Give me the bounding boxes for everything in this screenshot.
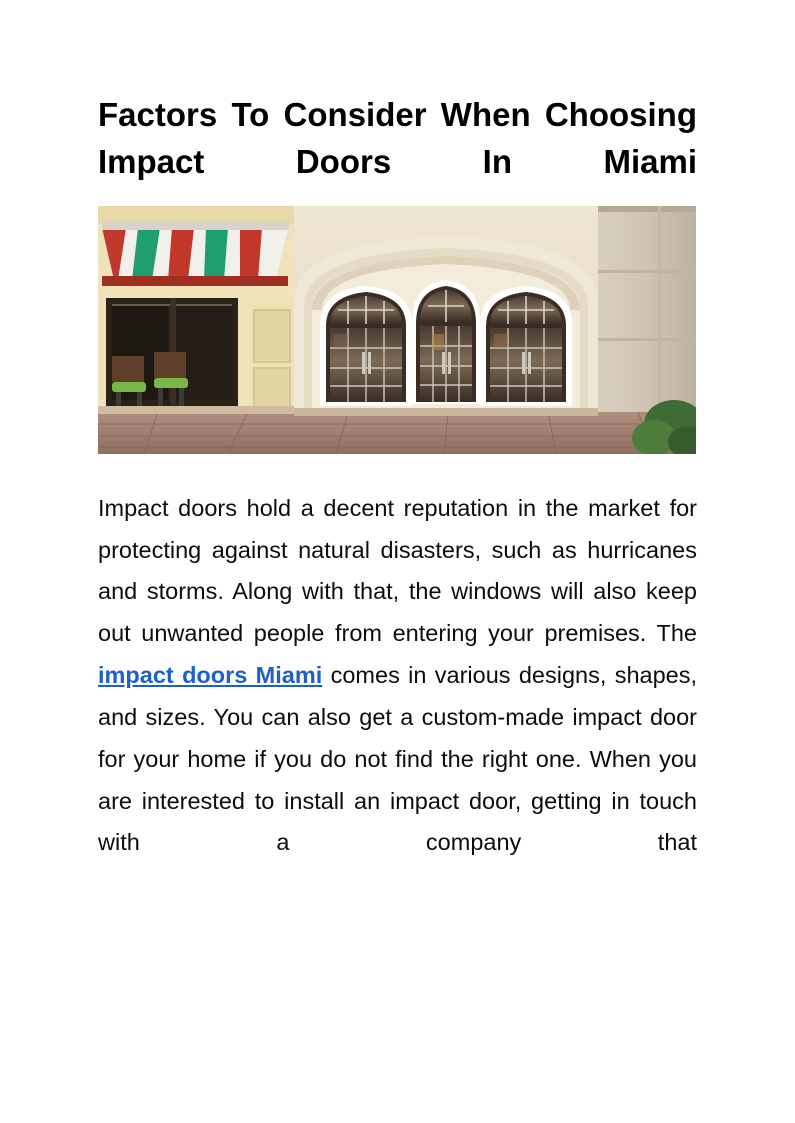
paragraph-text-after-link: comes in various designs, shapes, and sizes. You can also get a custom-made impact door for your home if you do not find the right one. When you are interested to install an impact door, getting in touch with a company that	[98, 662, 697, 856]
impact-doors-storefront-photo	[98, 206, 696, 454]
impact-doors-miami-link[interactable]: impact doors Miami	[98, 662, 323, 689]
storefront-illustration	[98, 206, 696, 454]
page-title: Factors To Consider When Choosing Impact Doors In Miami	[98, 96, 697, 180]
paragraph-text-before-link: Impact doors hold a decent reputation in the market for protecting against natural disasters, such as hurricanes and storms. Along with that, the windows will also keep out unwanted people from entering your premises. The	[98, 494, 697, 647]
body-paragraph	[98, 488, 697, 864]
